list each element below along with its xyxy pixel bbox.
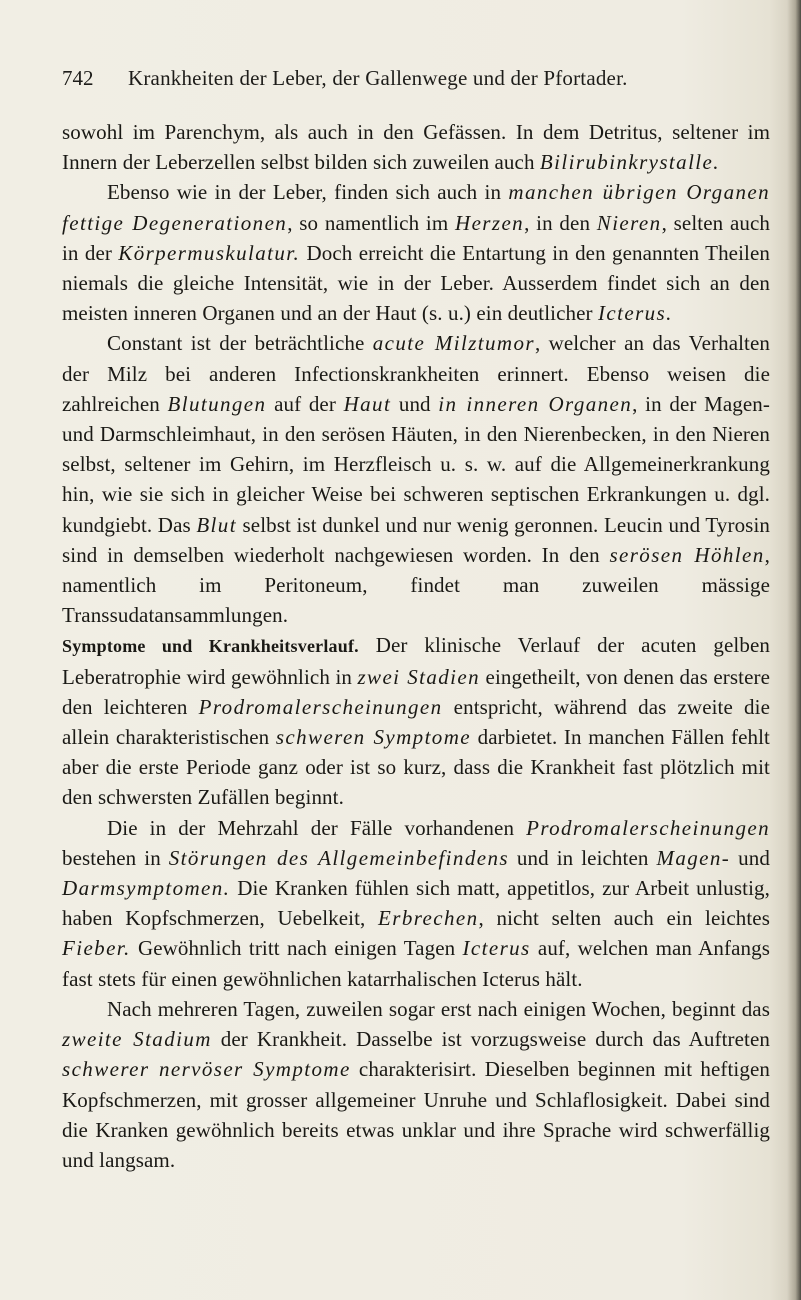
page-header: [62, 66, 762, 91]
text-run: der Krankheit. Dasselbe ist vorzugsweise durch das Auftreten: [211, 1027, 770, 1052]
emphasis-text: Haut: [343, 391, 392, 416]
emphasis-text: manchen übrigen Organen fettige Degenerationen: [62, 180, 770, 235]
text-run: Constant ist der beträchtliche: [107, 331, 373, 356]
emphasis-text: schwerer nervöser Symptome: [62, 1057, 351, 1082]
text-run: , namentlich im Peritoneum, findet man zuweilen mässige Transsudatansammlungen.: [62, 542, 770, 628]
text-run: und in leichten: [508, 845, 657, 870]
emphasis-text: schweren Symptome: [275, 725, 471, 750]
paragraph: [62, 994, 770, 1175]
text-run: auf der: [266, 391, 344, 416]
emphasis-text: Erbrechen: [378, 906, 479, 931]
text-run: , nicht selten auch ein leichtes: [478, 906, 770, 931]
emphasis-text: Bilirubinkrystalle.: [539, 150, 720, 175]
emphasis-text: in inneren Organen: [438, 391, 633, 416]
text-run: auf, welchen man Anfangs fast stets für einen gewöhnlichen katarrhalischen Icterus hält.: [62, 936, 770, 991]
paragraph: [62, 117, 770, 177]
text-run: Der klinische Verlauf der acuten gelben Leberatrophie wird gewöhnlich in: [62, 633, 770, 689]
emphasis-text: Körpermuskulatur.: [118, 240, 301, 265]
emphasis-text: serösen Höhlen: [609, 542, 765, 567]
text-run: eingetheilt, von denen das erstere den leichteren: [62, 664, 770, 719]
text-run: Ebenso wie in der Leber, finden sich auch in: [107, 180, 509, 205]
page-edge-shadow: [787, 0, 801, 1300]
paragraph: [62, 177, 770, 328]
text-run: , selten auch in der: [62, 210, 770, 265]
emphasis-text: Blutungen: [167, 391, 267, 416]
text-run: bestehen in: [62, 845, 169, 870]
emphasis-text: Prodromalerscheinungen: [526, 815, 770, 840]
text-run: Gewöhnlich tritt nach einigen Tagen: [130, 936, 463, 961]
paragraph: [62, 813, 770, 994]
text-run: , so namentlich im: [287, 210, 456, 235]
body-text: [62, 117, 770, 1175]
paragraph: [62, 328, 770, 630]
emphasis-text: acute Milztumor: [372, 331, 535, 356]
emphasis-text: Icterus: [462, 936, 531, 961]
text-run: entspricht, während das zweite die allein charakteristischen: [62, 694, 770, 750]
text-run: Die Kranken fühlen sich matt, appetitlos, zur Arbeit unlustig, haben Kopfschmerzen, Uebelkeit,: [62, 876, 770, 931]
emphasis-text: Herzen: [455, 210, 525, 235]
emphasis-text: zweite Stadium: [62, 1027, 212, 1052]
emphasis-text: zwei Stadien: [357, 664, 481, 689]
page-number: 742: [62, 66, 94, 90]
running-title: Krankheiten der Leber, der Gallenwege und der Pfortader.: [128, 66, 628, 90]
text-run: Die in der Mehrzahl der Fälle vorhandenen: [107, 815, 527, 840]
emphasis-text: Darmsymptomen.: [62, 876, 231, 901]
emphasis-text: Icterus.: [598, 301, 673, 326]
text-run: selbst ist dunkel und nur wenig geronnen. Leucin und Tyrosin sind in demselben wiederholt nachgewiesen worden. In den: [62, 512, 770, 567]
text-run: und: [391, 391, 439, 416]
emphasis-text: Störungen des Allgemeinbefindens: [168, 845, 509, 870]
section-heading: Symptome und Krankheitsverlauf.: [62, 636, 359, 657]
emphasis-text: Prodromalerscheinungen: [198, 694, 443, 719]
paragraph: [62, 630, 770, 812]
emphasis-text: Fieber.: [62, 936, 131, 961]
text-run: , in der Magen- und Darmschleimhaut, in den serösen Häuten, in den Nierenbecken, in den Nieren selbst, seltener im Gehirn, im Herzfleisch u. s. w. auf die Allgemeinerkrankung hin, wie sie sich in gleicher Weise bei schweren septischen Erkrankungen u. dgl. kundgiebt. Das: [62, 391, 771, 537]
text-run: darbietet. In manchen Fällen fehlt aber die erste Periode ganz oder ist so kurz, dass die Krankheit fast plötzlich mit den schwersten Zufällen beginnt.: [62, 725, 770, 810]
emphasis-text: Magen-: [656, 845, 731, 870]
text-run: charakterisirt. Dieselben beginnen mit heftigen Kopfschmerzen, mit grosser allgemeiner Unruhe und Schlaflosigkeit. Dabei sind die Kranken gewöhnlich bereits etwas unklar und ihre Sprache wird schwerfällig und langsam.: [62, 1057, 770, 1172]
emphasis-text: Blut: [196, 512, 237, 537]
text-run: , welcher an das Verhalten der Milz bei anderen Infectionskrankheiten erinnert. Ebenso weisen die zahlreichen: [62, 331, 771, 416]
text-run: Nach mehreren Tagen, zuweilen sogar erst nach einigen Wochen, beginnt das: [107, 996, 770, 1021]
emphasis-text: Nieren: [596, 210, 662, 235]
text-run: , in den: [524, 210, 597, 235]
text-run: und: [730, 845, 770, 870]
text-run: Doch erreicht die Entartung in den genannten Theilen niemals die gleiche Intensität, wie in der Leber. Ausserdem findet sich an den meisten inneren Organen und an der Haut (s. u.) ein deutlicher: [62, 240, 770, 326]
text-run: sowohl im Parenchym, als auch in den Gefässen. In dem Detritus, seltener im Innern der Leberzellen selbst bilden sich zuweilen auch: [62, 120, 770, 175]
